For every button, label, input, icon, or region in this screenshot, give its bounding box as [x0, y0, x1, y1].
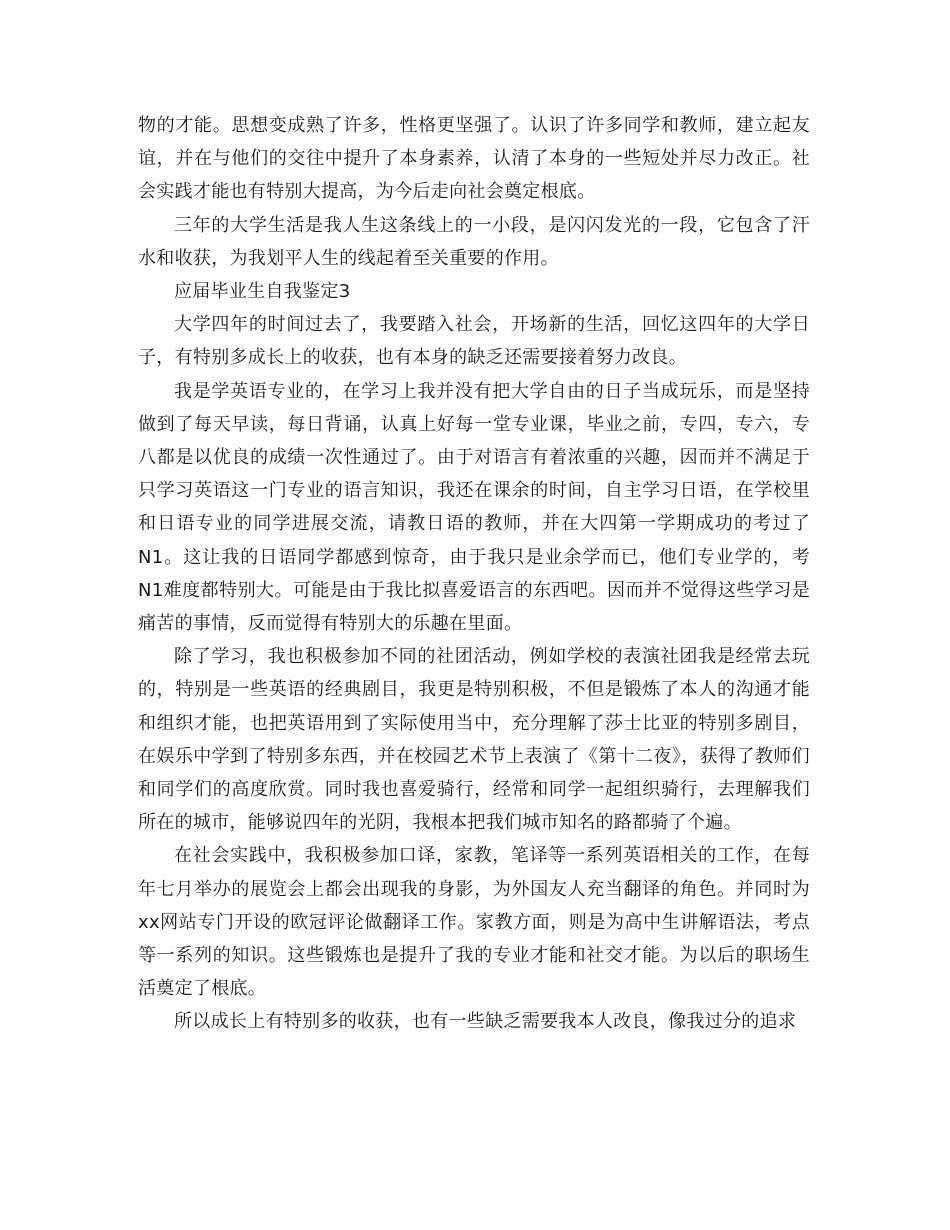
paragraph-activities: 除了学习，我也积极参加不同的社团活动，例如学校的表演社团我是经常去玩的，特别是一些英语的经典剧目，我更是特别积极，不但是锻炼了本人的沟通才能和组织才能，也把英语用到了实际使用当中，充分理解了莎士比亚的特别多剧目，在娱乐中学到了特别多东西，并在校园艺术节上表演了《第十二夜》，获得了教师们和同学们的高度欣赏。同时我也喜爱骑行，经常和同学一起组织骑行，去理解我们所在的城市，能够说四年的光阴，我根本把我们城市知名的路都骑了个遍。: [138, 646, 810, 834]
paragraph-three-years: 三年的大学生活是我人生这条线上的一小段，是闪闪发光的一段，它包含了汗水和收获，为我划平人生的线起着至关重要的作用。: [138, 214, 810, 269]
paragraph-conclusion: 所以成长上有特别多的收获，也有一些缺乏需要我本人改良，像我过分的追求: [174, 1011, 797, 1033]
paragraph-study: 我是学英语专业的，在学习上我并没有把大学自由的日子当成玩乐，而是坚持做到了每天早读，每日背诵，认真上好每一堂专业课，毕业之前，专四，专六，专八都是以优良的成绩一次性通过了。由于对语言有着浓重的兴趣，因而并不满足于只学习英语这一门专业的语言知识，我还在课余的时间，自主学习日语，在学校里和日语专业的同学进展交流，请教日语的教师，并在大四第一学期成功的考过了N1。这让我的日语同学都感到惊奇，由于我只是业余学而已，他们专业学的，考N1难度都特别大。可能是由于我比拟喜爱语言的东西吧。因而并不觉得这些学习是痛苦的事情，反而觉得有特别大的乐趣在里面。: [138, 380, 810, 635]
paragraph-four-years: 大学四年的时间过去了，我要踏入社会，开场新的生活，回忆这四年的大学日子，有特别多成长上的收获，也有本身的缺乏还需要接着努力改良。: [138, 314, 810, 369]
document-body: [138, 109, 810, 1039]
paragraph-continuation: 物的才能。思想变成熟了许多，性格更坚强了。认识了许多同学和教师，建立起友谊，并在与他们的交往中提升了本身素养，认清了本身的一些短处并尽力改正。社会实践才能也有特别大提高，为今后走向社会奠定根底。: [138, 115, 810, 203]
section-heading: 应届毕业生自我鉴定3: [174, 281, 351, 303]
paragraph-practice: 在社会实践中，我积极参加口译，家教，笔译等一系列英语相关的工作，在每年七月举办的展览会上都会出现我的身影，为外国友人充当翻译的角色。并同时为xx网站专门开设的欧冠评论做翻译工作。家教方面，则是为高中生讲解语法，考点等一系列的知识。这些锻炼也是提升了我的专业才能和社交才能。为以后的职场生活奠定了根底。: [138, 845, 810, 1000]
